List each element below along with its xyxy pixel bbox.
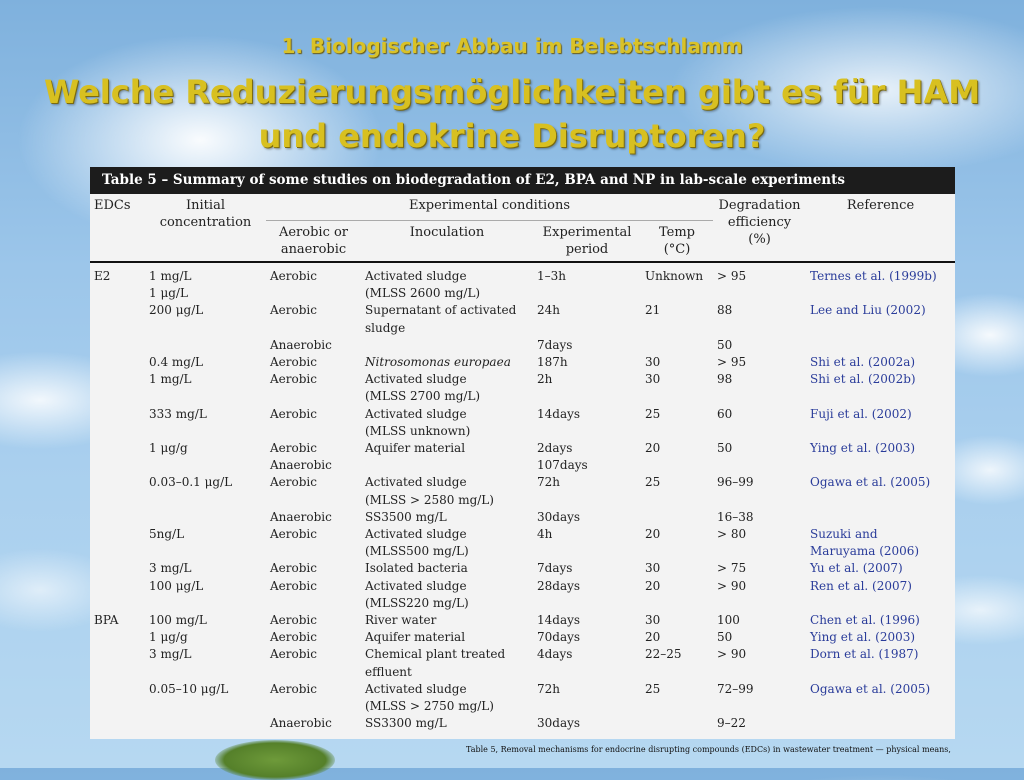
cell-efficiency: 9–22 (717, 716, 746, 731)
cell-concentration (145, 371, 266, 405)
cell-aerobic: Anaerobic (270, 509, 332, 524)
cell-inoculation-line: Activated sludge (365, 475, 467, 490)
table-row (90, 354, 955, 371)
cell-edc (90, 354, 145, 371)
cell-period: 107days (537, 458, 588, 473)
cell-aerobic: Aerobic (270, 303, 317, 318)
cell-reference-line: Chen et al. (1996) (810, 613, 920, 628)
leaf-decoration (215, 740, 335, 780)
cell-inoculation-line: SS3300 mg/L (365, 716, 447, 731)
table-row (90, 612, 955, 629)
cell-reference-line: Shi et al. (2002a) (810, 355, 916, 370)
cell-aerobic: Aerobic (270, 578, 317, 593)
cell-concentration (145, 646, 266, 680)
cell-concentration (145, 406, 266, 440)
cell-period: 14days (537, 406, 581, 421)
cell-concentration (145, 302, 266, 336)
cell-concentration (145, 681, 266, 715)
cell-concentration (145, 629, 266, 646)
cell-inoculation-line: Activated sludge (365, 527, 467, 542)
cell-period: 1–3h (537, 269, 566, 283)
cell-reference (806, 302, 955, 336)
cell-temp: 25 (645, 681, 661, 696)
cell-reference-line: Ogawa et al. (2005) (810, 681, 931, 696)
cell-concentration-line: 3 mg/L (149, 647, 192, 662)
cell-inoculation-line: Activated sludge (365, 406, 467, 421)
table-body (90, 262, 955, 732)
cell-concentration-line: 100 μg/L (149, 578, 204, 593)
cell-efficiency: > 90 (717, 578, 747, 593)
cell-inoculation (361, 457, 533, 474)
cell-inoculation-line: (MLSS220 mg/L) (365, 595, 469, 610)
cell-period: 30days (537, 509, 581, 524)
cell-inoculation (361, 715, 533, 732)
cell-reference (806, 440, 955, 457)
cell-efficiency: > 90 (717, 647, 747, 662)
cell-efficiency: > 95 (717, 355, 747, 370)
cell-concentration-line: 100 mg/L (149, 613, 207, 628)
cell-temp: 21 (645, 303, 661, 318)
cell-inoculation-line: (MLSS > 2580 mg/L) (365, 492, 494, 507)
cell-efficiency: 88 (717, 303, 733, 318)
cell-aerobic: Aerobic (270, 630, 317, 645)
biodegradation-table (90, 194, 955, 732)
cell-temp: 30 (645, 613, 661, 628)
cell-aerobic: Aerobic (270, 406, 317, 421)
cell-edc (90, 302, 145, 336)
cell-temp: 30 (645, 561, 661, 576)
cell-reference (806, 681, 955, 715)
cell-inoculation-line: Isolated bacteria (365, 561, 468, 576)
table-row (90, 406, 955, 440)
cell-inoculation (361, 354, 533, 371)
cell-efficiency: 60 (717, 406, 733, 421)
cell-aerobic: Anaerobic (270, 337, 332, 352)
cell-edc (90, 337, 145, 354)
table-row (90, 509, 955, 526)
table-row (90, 578, 955, 612)
cell-efficiency: 72–99 (717, 681, 754, 696)
cell-reference-line: Ternes et al. (1999b) (810, 269, 937, 283)
cell-edc (90, 681, 145, 715)
cell-concentration-line: 0.05–10 μg/L (149, 681, 229, 696)
cell-period: 30days (537, 716, 581, 731)
cell-inoculation (361, 681, 533, 715)
cell-inoculation-line: Chemical plant treated (365, 647, 506, 662)
cell-concentration (145, 262, 266, 302)
cell-edc (90, 715, 145, 732)
cell-concentration-line: 1 mg/L (149, 372, 192, 387)
cell-temp (641, 337, 713, 354)
cell-efficiency: 50 (717, 337, 733, 352)
header-temp (641, 221, 713, 263)
cell-inoculation (361, 629, 533, 646)
cell-concentration (145, 578, 266, 612)
cell-temp: 25 (645, 406, 661, 421)
cell-period: 2h (537, 372, 553, 387)
cell-inoculation (361, 612, 533, 629)
table-row (90, 440, 955, 457)
cell-period: 72h (537, 681, 560, 696)
table-row (90, 262, 955, 302)
cell-efficiency: > 75 (717, 561, 747, 576)
header-degradation-efficiency (713, 194, 806, 262)
cell-inoculation-line: sludge (365, 320, 406, 335)
cell-temp (641, 457, 713, 474)
cell-efficiency: > 80 (717, 527, 747, 542)
cell-reference (806, 646, 955, 680)
cell-inoculation (361, 262, 533, 302)
table-row (90, 681, 955, 715)
cell-concentration (145, 337, 266, 354)
cell-period: 4h (537, 527, 553, 542)
cell-inoculation-line: (MLSS500 mg/L) (365, 544, 469, 559)
header-period-l1: Experimental (542, 225, 632, 240)
cell-inoculation (361, 337, 533, 354)
cell-edc: E2 (94, 269, 111, 283)
cell-reference (806, 560, 955, 577)
cell-concentration (145, 509, 266, 526)
cell-inoculation-line: (MLSS 2600 mg/L) (365, 286, 481, 301)
cell-reference-line: Dorn et al. (1987) (810, 647, 919, 662)
cell-inoculation (361, 302, 533, 336)
cell-reference-line: Fuji et al. (2002) (810, 406, 912, 421)
cell-temp: 20 (645, 578, 661, 593)
table-row (90, 526, 955, 560)
header-temp-l2: (°C) (663, 242, 691, 257)
cell-concentration-line: 1 μg/g (149, 441, 188, 456)
cell-reference-line: Ying et al. (2003) (810, 441, 916, 456)
cell-concentration (145, 457, 266, 474)
cell-concentration-line: 333 mg/L (149, 406, 207, 421)
header-aerobic (266, 221, 361, 263)
cell-period: 187h (537, 355, 568, 370)
table-row (90, 474, 955, 508)
table-row (90, 646, 955, 680)
cell-inoculation (361, 509, 533, 526)
cell-aerobic: Aerobic (270, 561, 317, 576)
cell-reference (806, 457, 955, 474)
cell-reference-line: Ogawa et al. (2005) (810, 475, 931, 490)
cell-reference-line: Suzuki and (810, 527, 878, 542)
cell-reference (806, 406, 955, 440)
cell-reference (806, 629, 955, 646)
cell-reference (806, 354, 955, 371)
cell-reference-line: Shi et al. (2002b) (810, 372, 916, 387)
cell-temp: 22–25 (645, 647, 682, 662)
cell-reference (806, 337, 955, 354)
slide-title-line-2: und endokrine Disruptoren? (258, 117, 766, 155)
cell-inoculation (361, 406, 533, 440)
cell-edc: BPA (94, 613, 119, 628)
table-row (90, 629, 955, 646)
cell-concentration-line: 1 mg/L (149, 269, 192, 283)
cell-aerobic: Aerobic (270, 372, 317, 387)
cell-temp: 25 (645, 475, 661, 490)
cell-aerobic: Aerobic (270, 613, 317, 628)
header-temp-l1: Temp (659, 225, 696, 240)
cell-edc (90, 474, 145, 508)
cell-aerobic: Aerobic (270, 681, 317, 696)
cell-temp: 30 (645, 355, 661, 370)
cell-efficiency: 50 (717, 630, 733, 645)
cell-reference-line: Yu et al. (2007) (810, 561, 903, 576)
cell-reference (806, 578, 955, 612)
cell-aerobic: Aerobic (270, 527, 317, 542)
cell-reference (806, 474, 955, 508)
header-experimental-conditions: Experimental conditions (408, 198, 571, 213)
cell-reference (806, 262, 955, 302)
cell-temp (641, 715, 713, 732)
cell-inoculation-line: Nitrosomonas europaea (365, 355, 511, 370)
cell-period: 70days (537, 630, 581, 645)
cell-inoculation (361, 371, 533, 405)
cell-inoculation-line: Activated sludge (365, 269, 467, 283)
cell-concentration-line: 1 μg/L (149, 286, 188, 301)
table-row (90, 371, 955, 405)
cell-edc (90, 509, 145, 526)
cell-inoculation (361, 578, 533, 612)
cell-inoculation (361, 646, 533, 680)
cell-concentration (145, 526, 266, 560)
cell-inoculation (361, 474, 533, 508)
cell-inoculation-line: Aquifer material (365, 630, 466, 645)
cell-temp (641, 509, 713, 526)
cell-period: 7days (537, 561, 573, 576)
cell-efficiency: 100 (717, 613, 740, 628)
cell-reference-line: Ren et al. (2007) (810, 578, 912, 593)
cell-edc (90, 646, 145, 680)
cell-edc (90, 440, 145, 457)
cell-temp: 20 (645, 527, 661, 542)
cell-temp: 30 (645, 372, 661, 387)
cell-period: 4days (537, 647, 573, 662)
cell-concentration-line: 0.4 mg/L (149, 355, 203, 370)
cell-reference (806, 526, 955, 560)
cell-reference (806, 371, 955, 405)
cell-inoculation-line: (MLSS 2700 mg/L) (365, 389, 481, 404)
cell-edc (90, 560, 145, 577)
table-caption: Table 5 – Summary of some studies on biodegradation of E2, BPA and NP in lab-scale experiments (90, 167, 955, 194)
header-initial-concentration-l2: concentration (159, 215, 252, 230)
cell-inoculation-line: Supernatant of activated (365, 303, 517, 318)
cell-concentration (145, 560, 266, 577)
cell-inoculation-line: Activated sludge (365, 578, 467, 593)
cell-edc (90, 457, 145, 474)
table-row (90, 560, 955, 577)
cell-edc (90, 629, 145, 646)
cell-period: 24h (537, 303, 560, 318)
cell-inoculation-line: SS3500 mg/L (365, 509, 447, 524)
header-aerobic-l1: Aerobic or (278, 225, 349, 240)
cell-period: 14days (537, 613, 581, 628)
cell-concentration-line: 200 μg/L (149, 303, 204, 318)
cell-aerobic: Anaerobic (270, 716, 332, 731)
cell-aerobic: Aerobic (270, 355, 317, 370)
slide-title (0, 70, 1024, 158)
cell-inoculation (361, 560, 533, 577)
cell-edc (90, 371, 145, 405)
cell-reference (806, 715, 955, 732)
cell-efficiency: 98 (717, 372, 733, 387)
cell-period: 2days (537, 441, 573, 456)
cell-concentration-line: 1 μg/g (149, 630, 188, 645)
cell-concentration-line: 0.03–0.1 μg/L (149, 475, 233, 490)
header-reference: Reference (846, 198, 915, 213)
cell-efficiency: 96–99 (717, 475, 754, 490)
slide-subtitle: 1. Biologischer Abbau im Belebtschlamm (281, 34, 743, 58)
cell-temp: 20 (645, 441, 661, 456)
table-row (90, 302, 955, 336)
cell-edc (90, 578, 145, 612)
cell-reference-line: Ying et al. (2003) (810, 630, 916, 645)
header-aerobic-l2: anaerobic (280, 242, 347, 257)
cell-concentration (145, 612, 266, 629)
cell-efficiency: 16–38 (717, 509, 754, 524)
cell-concentration (145, 474, 266, 508)
study-table (90, 167, 955, 739)
cell-concentration (145, 354, 266, 371)
slide-footnote: Table 5, Removal mechanisms for endocrine disrupting compounds (EDCs) in wastewater treatment — physical means, (466, 745, 951, 754)
cell-temp: Unknown (645, 269, 704, 283)
cell-concentration-line: 3 mg/L (149, 561, 192, 576)
table-row (90, 457, 955, 474)
cell-inoculation-line: (MLSS > 2750 mg/L) (365, 699, 494, 714)
cell-inoculation-line: effluent (365, 664, 412, 679)
cell-aerobic: Aerobic (270, 475, 317, 490)
cell-period: 7days (537, 337, 573, 352)
cell-inoculation-line: (MLSS unknown) (365, 423, 471, 438)
slide-title-line-1: Welche Reduzierungsmöglichkeiten gibt es für HAM (43, 73, 981, 111)
cell-aerobic: Aerobic (270, 647, 317, 662)
header-initial-concentration (145, 194, 266, 262)
header-efficiency-l2: efficiency (727, 215, 792, 230)
header-period (533, 221, 641, 263)
header-efficiency-l1: Degradation (718, 198, 801, 213)
cell-aerobic: Anaerobic (270, 458, 332, 473)
header-edcs: EDCs (94, 198, 131, 213)
cell-reference (806, 509, 955, 526)
cell-efficiency: > 95 (717, 269, 747, 283)
cell-temp: 20 (645, 630, 661, 645)
cell-concentration-line: 5ng/L (149, 527, 185, 542)
cell-inoculation (361, 526, 533, 560)
cell-edc (90, 406, 145, 440)
cell-efficiency (713, 457, 806, 474)
header-period-l2: period (565, 242, 609, 257)
cell-efficiency: 50 (717, 441, 733, 456)
header-initial-concentration-l1: Initial (186, 198, 225, 213)
table-row (90, 337, 955, 354)
cell-inoculation (361, 440, 533, 457)
header-efficiency-l3: (%) (748, 232, 771, 247)
cell-aerobic: Aerobic (270, 269, 317, 283)
header-inoculation: Inoculation (361, 221, 533, 263)
cell-edc (90, 526, 145, 560)
cell-period: 28days (537, 578, 581, 593)
cell-reference-line: Lee and Liu (2002) (810, 303, 926, 318)
cell-inoculation-line: Aquifer material (365, 441, 466, 456)
table-row (90, 715, 955, 732)
cell-concentration (145, 440, 266, 457)
cell-aerobic: Aerobic (270, 441, 317, 456)
cell-reference (806, 612, 955, 629)
cell-period: 72h (537, 475, 560, 490)
cell-inoculation-line: Activated sludge (365, 681, 467, 696)
cell-concentration (145, 715, 266, 732)
cell-reference-line: Maruyama (2006) (810, 544, 920, 559)
cell-inoculation-line: River water (365, 613, 437, 628)
cell-inoculation-line: Activated sludge (365, 372, 467, 387)
